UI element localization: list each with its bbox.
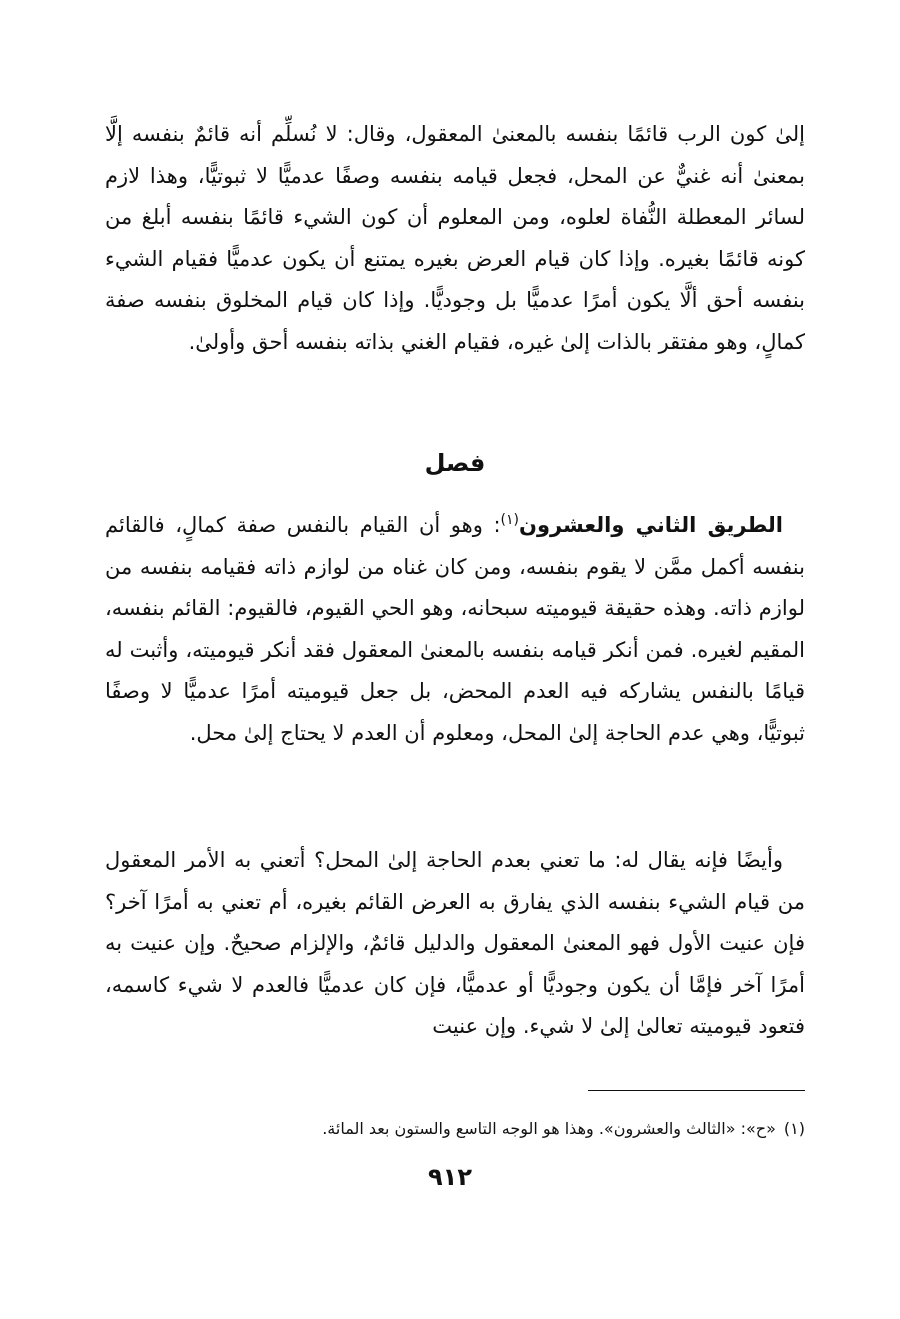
footnote-reference[interactable]: (١) [500, 512, 520, 528]
paragraph-1: إلىٰ كون الرب قائمًا بنفسه بالمعنىٰ المعقول، وقال: لا نُسلِّم أنه قائمٌ بنفسه إلَّا بمعنىٰ أنه غنيٌّ عن المحل، فجعل قيامه بنفسه وصفًا عدميًّا لا ثبوتيًّا، وهذا لازم لسائر المعطلة النُّفاة لعلوه، ومن المعلوم أن كون الشيء قائمًا بنفسه أبلغ من كونه قائمًا بغيره. وإذا كان قيام العرض بغيره يمتنع أن يكون عدميًّا فقيام الشيء بنفسه أحق ألَّا يكون أمرًا عدميًّا بل وجوديًّا. وإذا كان قيام المخلوق بنفسه صفة كمالٍ، وهو مفتقر بالذات إلىٰ غيره، فقيام الغني بذاته بنفسه أحق وأولىٰ. [105, 122, 805, 354]
footnote-number: (١) [783, 1119, 805, 1138]
section-heading: فصل [424, 449, 486, 477]
paragraph-2-lead: الطريق الثاني والعشرون [519, 513, 783, 537]
paragraph-2-body: : وهو أن القيام بالنفس صفة كمالٍ، فالقائم بنفسه أكمل ممَّن لا يقوم بنفسه، ومن كان غناه من لوازم ذاته فقيامه بنفسه من لوازم ذاته. وهذه حقيقة قيوميته سبحانه، وهو الحي القيوم، فالقيوم: القائم بنفسه، المقيم لغيره. فمن أنكر قيامه بنفسه بالمعنىٰ المعقول فقد أنكر قيوميته، وأثبت له قيامًا بالنفس يشاركه فيه العدم المحض، بل جعل قيوميته أمرًا عدميًّا لا وصفًا ثبوتيًّا، وهي عدم الحاجة إلىٰ المحل، ومعلوم أن العدم لا يحتاج إلىٰ محل. [105, 513, 805, 745]
footnote [105, 1115, 805, 1143]
paragraph-2 [105, 505, 805, 754]
footnote-text: «ح»: «الثالث والعشرون». وهذا هو الوجه التاسع والستون بعد المائة. [322, 1119, 776, 1138]
paragraph-3-body: وأيضًا فإنه يقال له: ما تعني بعدم الحاجة إلىٰ المحل؟ أتعني به الأمر المعقول من قيام الشيء بنفسه الذي يفارق به العرض القائم بغيره، أم تعني به أمرًا آخر؟ فإن عنيت الأول فهو المعنىٰ المعقول والدليل قائمٌ، والإلزام صحيحٌ. وإن عنيت به أمرًا آخر فإمَّا أن يكون وجوديًّا أو عدميًّا، فإن كان عدميًّا فالعدم لا شيء كاسمه، فتعود قيوميته تعالىٰ إلىٰ لا شيء. وإن عنيت [105, 848, 805, 1038]
page-number: ٩١٢ [428, 1163, 472, 1191]
paragraph-3 [105, 840, 805, 1048]
footnote-divider [588, 1090, 805, 1091]
